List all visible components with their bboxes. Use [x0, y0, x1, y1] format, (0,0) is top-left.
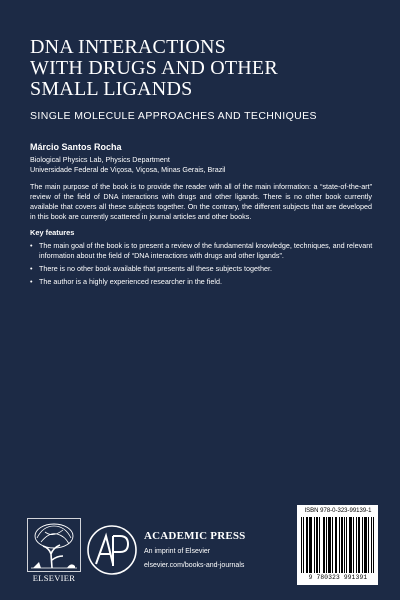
book-title-line-3: SMALL LIGANDS: [30, 78, 193, 100]
barcode-bar: [356, 517, 357, 573]
barcode-bar: [317, 517, 318, 573]
barcode-bar: [328, 517, 329, 573]
barcode-bar: [314, 517, 315, 573]
barcode-bar: [344, 517, 345, 573]
barcode-bars-icon: [301, 517, 374, 573]
elsevier-name: ELSEVIER: [32, 573, 76, 583]
barcode-bar: [329, 517, 330, 573]
barcode-bar: [323, 517, 324, 573]
barcode-bar: [319, 517, 320, 573]
author-affiliation: [30, 155, 225, 175]
barcode-bar: [310, 517, 311, 573]
barcode-bar: [332, 517, 333, 573]
barcode-bar: [324, 517, 325, 573]
barcode-bar: [365, 517, 366, 573]
key-feature-item: • The main goal of the book is to present a review of the fundamental knowledge, techniques, and relevant information about the field of “DNA interactions with drugs and other ligands”.: [30, 241, 376, 261]
key-feature-item: • There is no other book available that presents all these subjects together.: [30, 264, 376, 274]
key-feature-item: • The author is a highly experienced researcher in the field.: [30, 277, 376, 287]
barcode-bar: [335, 517, 336, 573]
barcode-bar: [341, 517, 342, 573]
barcode-bar: [303, 517, 304, 573]
barcode-bar: [368, 517, 369, 573]
book-title-line-1: DNA INTERACTIONS: [30, 36, 226, 58]
book-title-line-2: WITH DRUGS AND OTHER: [30, 57, 278, 79]
barcode-bar: [326, 517, 327, 573]
barcode-bar: [353, 517, 354, 573]
barcode-bar: [306, 517, 307, 573]
author-name: Márcio Santos Rocha: [30, 142, 122, 152]
barcode-bar: [351, 517, 352, 573]
barcode-bar: [358, 517, 359, 573]
barcode-bar: [362, 517, 363, 573]
barcode-bar: [339, 517, 340, 573]
barcode-bar: [336, 517, 337, 573]
barcode-bar: [364, 517, 365, 573]
barcode-bar: [373, 517, 374, 573]
barcode-bar: [301, 517, 302, 573]
barcode-bar: [330, 517, 331, 573]
barcode-bar: [342, 517, 343, 573]
barcode-bar: [316, 517, 317, 573]
barcode-bar: [350, 517, 351, 573]
elsevier-logo-icon: [27, 518, 81, 572]
barcode-bar: [371, 517, 372, 573]
affiliation-line-2: Universidade Federal de Viçosa, Viçosa, Minas Gerais, Brazil: [30, 165, 226, 174]
imprint-note: An imprint of Elsevier: [144, 548, 211, 555]
publisher-url: elsevier.com/books-and-journals: [144, 562, 245, 569]
barcode-bar: [366, 517, 367, 573]
key-features-list: [30, 241, 376, 290]
barcode-number: 9 780323 991391: [308, 574, 368, 581]
affiliation-line-1: Biological Physics Lab, Physics Department: [30, 155, 170, 164]
barcode-bar: [359, 517, 360, 573]
academic-press-logo-icon: [86, 524, 138, 576]
academic-press-name: ACADEMIC PRESS: [144, 530, 246, 542]
isbn-barcode: [297, 505, 378, 585]
barcode-bar: [349, 517, 350, 573]
book-description: The main purpose of the book is to provide the reader with all of the main information: a “state-of-the-art” review of the field of DNA interactions with drugs and other ligands. There is no other book currently available that covers all these subjects together. On the contrary, the different subjects that are developed in this book are currently scattered in journal articles and other books.: [30, 182, 372, 221]
key-features-heading: Key features: [30, 228, 75, 237]
barcode-bar: [309, 517, 310, 573]
isbn-label: ISBN 978-0-323-99139-1: [304, 508, 372, 514]
book-subtitle: SINGLE MOLECULE APPROACHES AND TECHNIQUES: [30, 110, 317, 122]
barcode-bar: [346, 517, 347, 573]
barcode-bar: [311, 517, 312, 573]
barcode-bar: [307, 517, 308, 573]
book-title: [30, 37, 380, 100]
